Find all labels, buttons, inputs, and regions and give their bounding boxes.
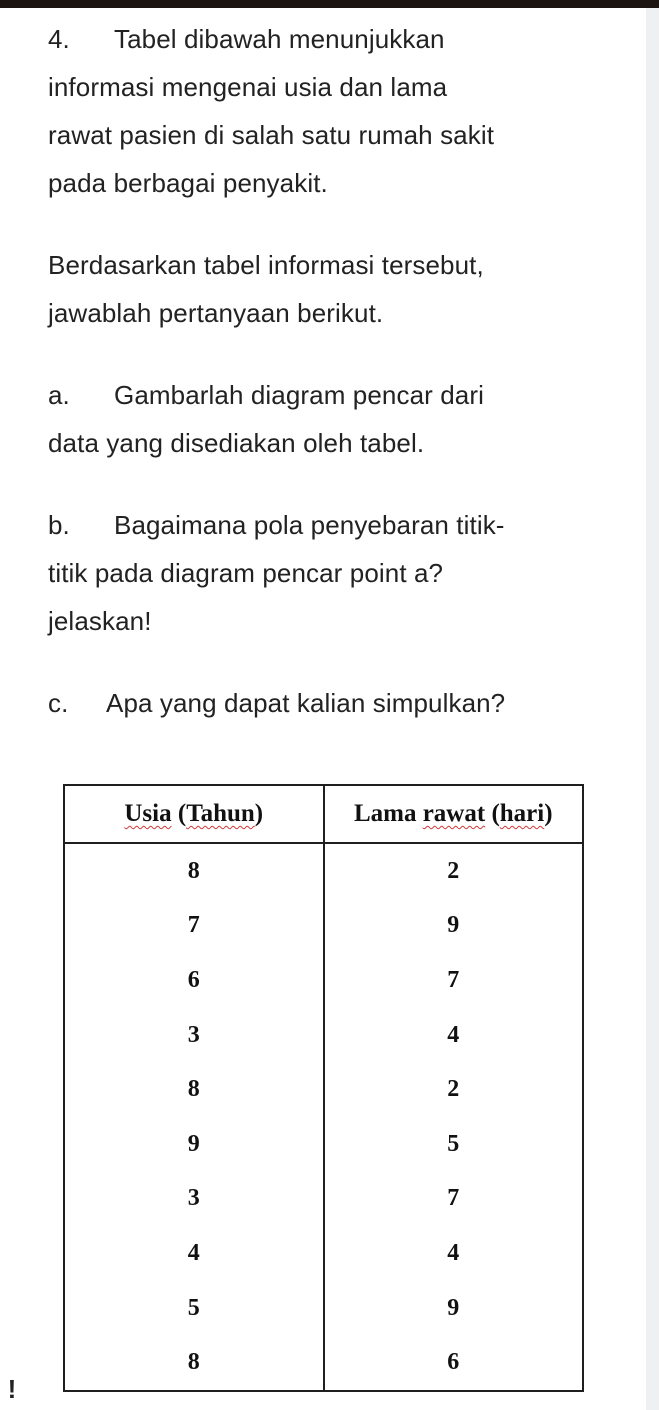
header-usia: Usia (Tahun) <box>64 785 324 843</box>
question-number: 4. <box>48 24 70 54</box>
cell-usia: 9 <box>64 1117 324 1172</box>
sub-question-c: c. Apa yang dapat kalian simpulkan? <box>48 679 608 727</box>
sub-question-a-label: a. <box>48 380 70 410</box>
instruction-line: Berdasarkan tabel informasi tersebut, <box>48 250 484 280</box>
data-table <box>63 784 584 1392</box>
question-intro-line: informasi mengenai usia dan lama <box>48 72 448 102</box>
cell-lama: 6 <box>324 1335 584 1391</box>
cell-usia: 8 <box>64 1062 324 1117</box>
header-lama-rawat: Lama rawat (hari) <box>324 785 584 843</box>
table-row <box>64 1281 583 1336</box>
question-intro-line: rawat pasien di salah satu rumah sakit <box>48 120 495 150</box>
cell-lama: 9 <box>324 899 584 954</box>
top-bar <box>0 0 659 8</box>
cell-lama: 4 <box>324 1226 584 1281</box>
sub-question-b-line: titik pada diagram pencar point a? <box>48 558 444 588</box>
question-intro: 4. Tabel dibawah menunjukkan <box>48 15 608 63</box>
warning-icon: ! <box>7 1374 17 1404</box>
cell-usia: 3 <box>64 1172 324 1227</box>
table-row <box>64 1117 583 1172</box>
cell-usia: 8 <box>64 843 324 899</box>
cell-usia: 7 <box>64 899 324 954</box>
table-row <box>64 1172 583 1227</box>
question-block <box>48 15 608 727</box>
cell-lama: 5 <box>324 1117 584 1172</box>
sub-question-c-label: c. <box>48 688 69 718</box>
table-row <box>64 1335 583 1391</box>
sub-question-a: a. Gambarlah diagram pencar dari <box>48 371 608 419</box>
cell-usia: 5 <box>64 1281 324 1336</box>
side-scroll-strip <box>646 8 659 1410</box>
cell-lama: 4 <box>324 1008 584 1063</box>
cell-lama: 7 <box>324 953 584 1008</box>
cell-usia: 3 <box>64 1008 324 1063</box>
table-row <box>64 1226 583 1281</box>
table-row <box>64 843 583 899</box>
sub-question-b-label: b. <box>48 510 70 540</box>
sub-question-b: b. Bagaimana pola penyebaran titik- <box>48 501 608 549</box>
cell-lama: 2 <box>324 843 584 899</box>
table-row <box>64 1062 583 1117</box>
cell-lama: 9 <box>324 1281 584 1336</box>
sub-question-b-line: jelaskan! <box>48 606 152 636</box>
table-header-row <box>64 785 583 843</box>
sub-question-a-line: data yang disediakan oleh tabel. <box>48 428 425 458</box>
cell-usia: 4 <box>64 1226 324 1281</box>
table-row <box>64 1008 583 1063</box>
table-row <box>64 953 583 1008</box>
cell-usia: 8 <box>64 1335 324 1391</box>
cell-lama: 7 <box>324 1172 584 1227</box>
question-intro-line: pada berbagai penyakit. <box>48 168 328 198</box>
table-row <box>64 899 583 954</box>
cell-lama: 2 <box>324 1062 584 1117</box>
cell-usia: 6 <box>64 953 324 1008</box>
instruction-line: jawablah pertanyaan berikut. <box>48 298 384 328</box>
